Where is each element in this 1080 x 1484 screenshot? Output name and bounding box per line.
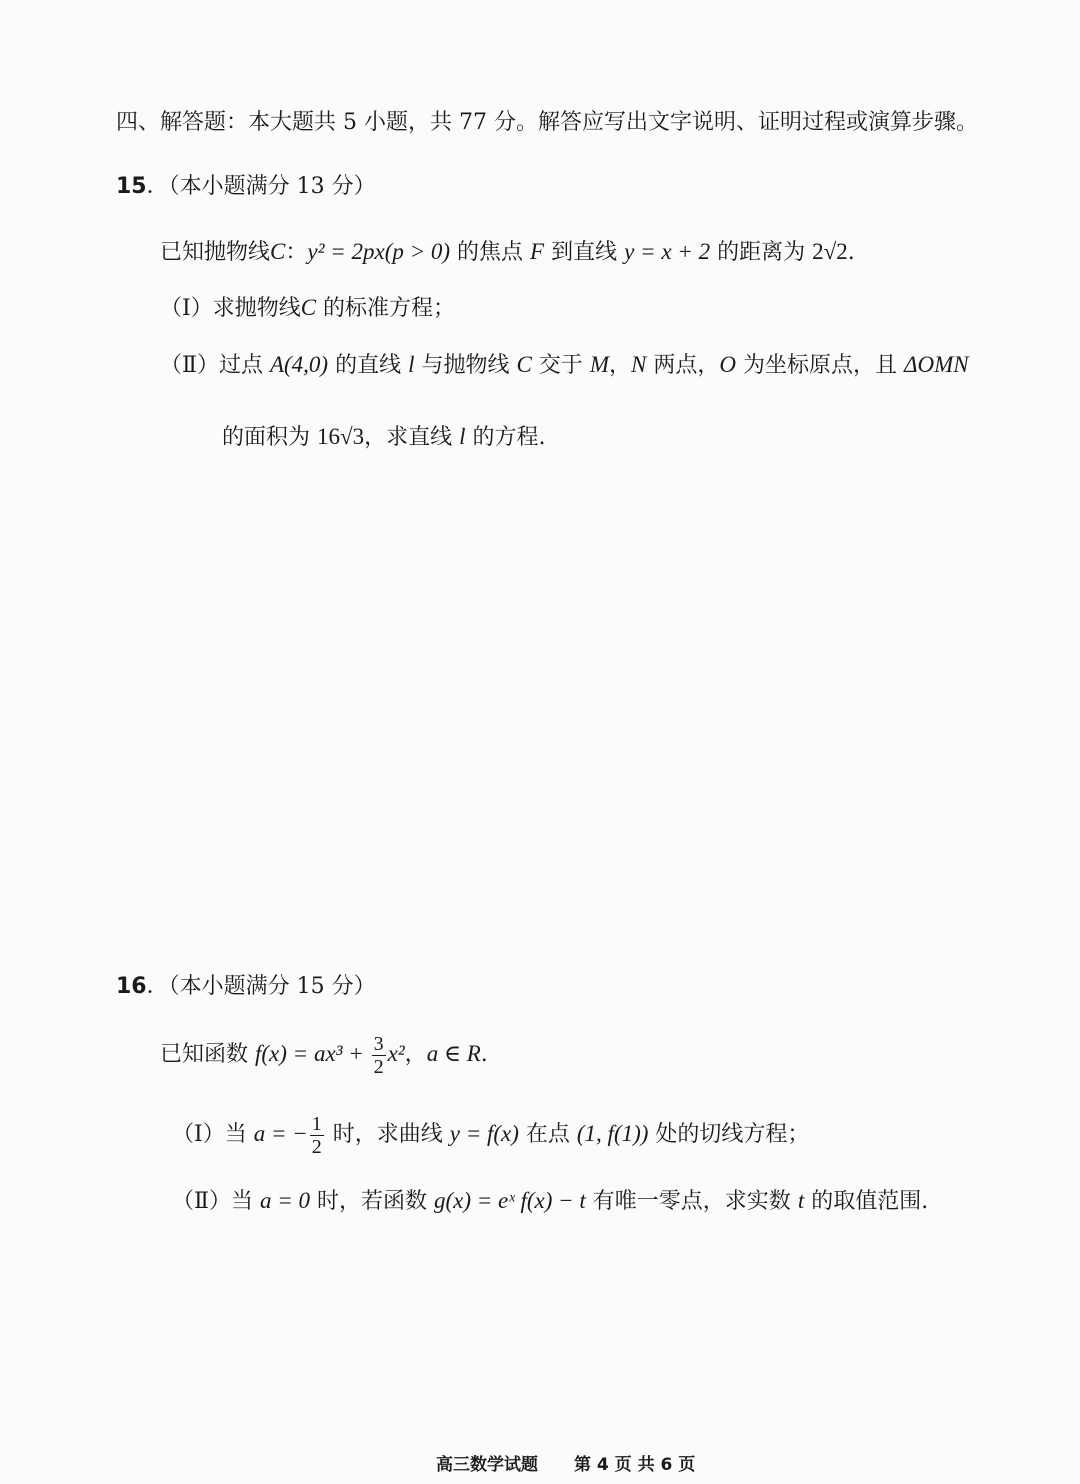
footer-page-number: 第 4 页 共 6 页 (574, 1455, 696, 1475)
q15-part2-C: C (516, 352, 532, 377)
q16-part1-end: 处的切线方程； (648, 1122, 810, 1147)
q16-part1-point: (1, f(1)) (576, 1121, 649, 1146)
q15-stem-line-eq: y = x + 2 (624, 239, 711, 264)
q16-number: 16 (116, 974, 147, 999)
q15-part2b-l: l (459, 424, 466, 449)
q16-part1-text3: 在点 (518, 1122, 577, 1147)
q15-part2b-area: 16√3 (317, 424, 365, 449)
q16-part2-g: g(x) = eˣ f(x) − t (433, 1188, 586, 1213)
q16-stem-domain: a ∈ R (426, 1041, 481, 1066)
q15-stem-text: 已知抛物线 (160, 240, 271, 265)
q15-part2b-text2: ，求直线 (364, 425, 460, 450)
q15-part2-text3: 与抛物线 (414, 353, 517, 378)
q15-part1-end: 的标准方程； (316, 296, 456, 321)
q16-part1-frac-num: 1 (311, 1112, 322, 1135)
q15-stem-distance: 2√2 (812, 239, 848, 264)
q15-part1-C: C (300, 295, 317, 320)
q15-part2-text4: 交于 (531, 353, 590, 378)
q16-part2-t: t (797, 1188, 805, 1213)
q15-stem-text2: 的焦点 (450, 240, 531, 265)
q16-title (116, 972, 376, 1002)
q15-part2 (160, 350, 969, 381)
q15-part2-text5: 两点， (646, 353, 720, 378)
q16-part2-text2: 时，若函数 (309, 1189, 434, 1214)
q15-part2-text: （Ⅱ）过点 (160, 353, 270, 378)
q16-stem-function: f(x) = ax³ + (255, 1041, 370, 1066)
q16-part2-text3: 有唯一零点，求实数 (585, 1189, 798, 1214)
q16-part1-a: a = − (253, 1121, 308, 1146)
q15-title (116, 172, 376, 202)
footer-subject: 高三数学试题 (436, 1455, 538, 1475)
q16-part1-frac-den: 2 (311, 1135, 322, 1158)
q16-stem-frac-den: 2 (373, 1055, 384, 1078)
q15-part2b-end: 的方程. (465, 425, 546, 450)
q16-stem-end: . (480, 1042, 488, 1067)
page-footer (436, 1450, 695, 1475)
q15-part2-cont (222, 422, 546, 453)
q16-stem-comma: ， (404, 1042, 427, 1067)
section-header: 四、解答题：本大题共 5 小题，共 77 分。解答应写出文字说明、证明过程或演算步骤。 (116, 110, 978, 135)
q16-stem-x2: x² (387, 1041, 405, 1066)
q15-stem-equation: y² = 2px(p > 0) (307, 239, 451, 264)
q15-stem-colon: ： (285, 240, 308, 265)
q15-part2-M: M (589, 352, 609, 377)
q15-part2-triangle: ΔOMN (903, 352, 969, 377)
q15-stem (160, 237, 855, 268)
q16-part2 (172, 1186, 928, 1217)
q15-title-text: ．（本小题满分 13 分） (146, 174, 376, 199)
q16-part1-text: （Ⅰ）当 (172, 1122, 254, 1147)
q15-part2-text6: 为坐标原点，且 (735, 353, 904, 378)
q16-stem-fraction (372, 1033, 386, 1078)
q16-part1 (172, 1106, 809, 1163)
q15-part2-N: N (631, 352, 647, 377)
q16-part1-curve: y = f(x) (449, 1121, 519, 1146)
q15-part2b-text: 的面积为 (222, 425, 317, 450)
q16-part2-end: 的取值范围. (804, 1189, 929, 1214)
q15-part2-l: l (408, 352, 415, 377)
q15-stem-end: . (847, 240, 855, 265)
q15-stem-F: F (530, 239, 545, 264)
q15-part2-O: O (719, 352, 736, 377)
q16-stem-text: 已知函数 (160, 1042, 255, 1067)
q16-stem (160, 1026, 488, 1083)
q15-part1-text: （Ⅰ）求抛物线 (160, 296, 301, 321)
q16-part1-text2: 时，求曲线 (325, 1122, 450, 1147)
q15-part2-text2: 的直线 (328, 353, 409, 378)
q16-part2-a: a = 0 (259, 1188, 310, 1213)
q15-part2-point-A: A(4,0) (269, 352, 329, 377)
q15-part1 (160, 293, 455, 324)
q16-part2-text: （Ⅱ）当 (172, 1189, 260, 1214)
q15-part2-comma: ， (608, 353, 631, 378)
q15-stem-C: C (270, 239, 286, 264)
q15-stem-text4: 的距离为 (710, 240, 813, 265)
q15-stem-text3: 到直线 (544, 240, 625, 265)
q16-title-text: ．（本小题满分 15 分） (146, 974, 376, 999)
q15-number: 15 (116, 174, 147, 199)
q16-stem-frac-num: 3 (373, 1032, 384, 1055)
q16-part1-fraction (310, 1113, 324, 1158)
